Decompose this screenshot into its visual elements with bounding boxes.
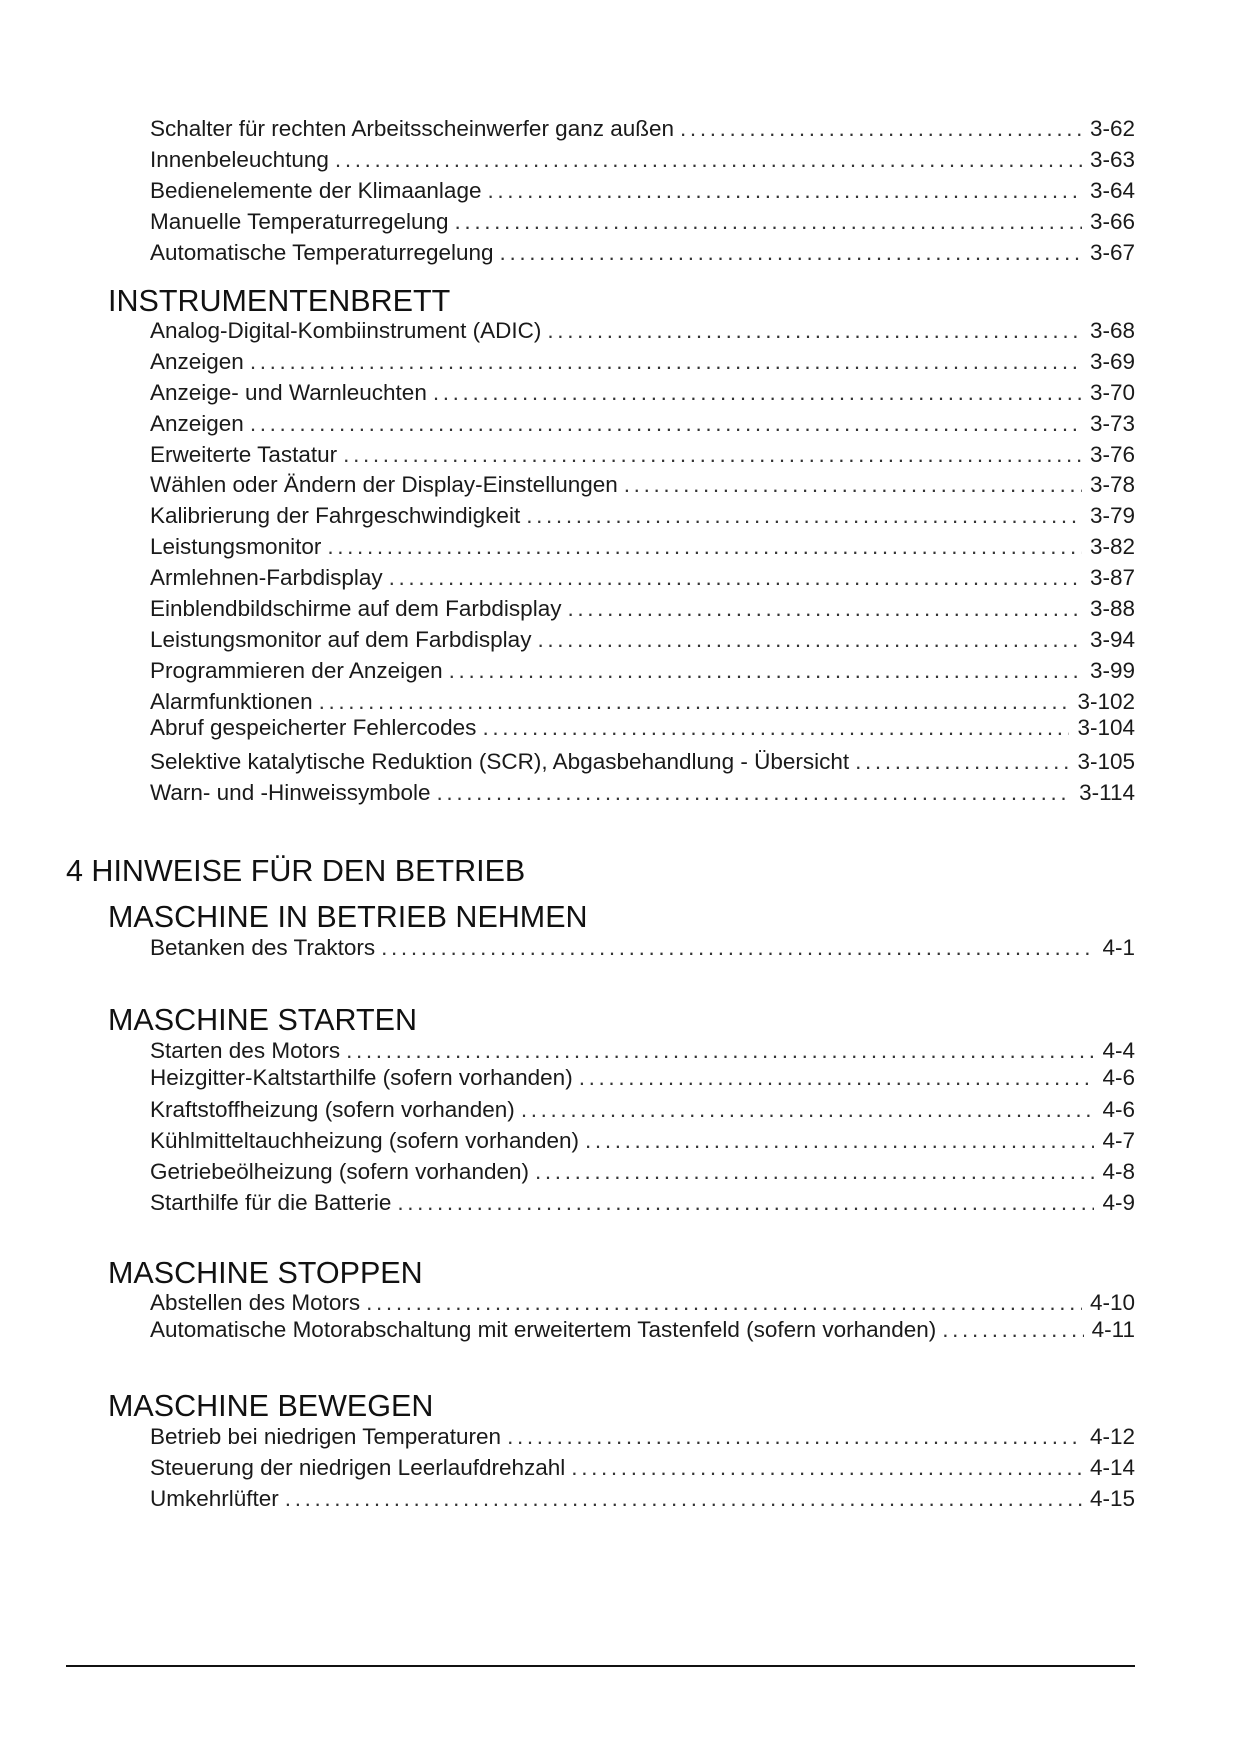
toc-entry[interactable] xyxy=(150,1159,1135,1185)
toc-entry[interactable] xyxy=(150,240,1135,266)
toc-entry-title: Alarmfunktionen xyxy=(150,689,313,714)
toc-entry-title: Armlehnen-Farbdisplay xyxy=(150,565,383,590)
dot-leader xyxy=(366,1290,1082,1316)
toc-entry-page: 3-63 xyxy=(1089,147,1135,172)
toc-entry-page: 4-6 xyxy=(1102,1097,1135,1122)
toc-entry-title: Automatische Temperaturregelung xyxy=(150,240,494,265)
toc-entry-title: Programmieren der Anzeigen xyxy=(150,658,443,683)
toc-entry[interactable] xyxy=(150,147,1135,173)
toc-entry-page: 3-73 xyxy=(1089,411,1135,436)
toc-entry[interactable] xyxy=(150,472,1135,498)
toc-entry-title: Einblendbildschirme auf dem Farbdisplay xyxy=(150,596,562,621)
toc-entry-page: 4-9 xyxy=(1102,1190,1135,1215)
dot-leader xyxy=(680,116,1082,142)
toc-entry-title: Getriebeölheizung (sofern vorhanden) xyxy=(150,1159,529,1184)
dot-leader xyxy=(285,1486,1082,1512)
dot-leader xyxy=(500,240,1082,266)
toc-entry[interactable] xyxy=(150,116,1135,142)
toc-entry-page: 4-6 xyxy=(1102,1065,1135,1090)
toc-entry-page: 3-88 xyxy=(1089,596,1135,621)
toc-entry[interactable] xyxy=(150,1128,1135,1154)
toc-entry-page: 3-78 xyxy=(1089,472,1135,497)
dot-leader xyxy=(535,1159,1094,1185)
toc-entry-title: Anzeige- und Warnleuchten xyxy=(150,380,427,405)
dot-leader xyxy=(482,715,1069,741)
toc-entry[interactable] xyxy=(150,503,1135,529)
toc-entry-title: Schalter für rechten Arbeitsscheinwerfer ganz außen xyxy=(150,116,675,141)
toc-entry-page: 4-1 xyxy=(1102,935,1135,960)
toc-entry[interactable] xyxy=(150,442,1135,468)
toc-entry-page: 4-10 xyxy=(1089,1290,1135,1315)
toc-entry-title: Betrieb bei niedrigen Temperaturen xyxy=(150,1424,502,1449)
toc-entry-page: 4-7 xyxy=(1102,1128,1135,1153)
toc-entry-title: Kühlmitteltauchheizung (sofern vorhanden) xyxy=(150,1128,580,1153)
toc-entry-page: 4-12 xyxy=(1089,1424,1135,1449)
dot-leader xyxy=(319,689,1070,715)
section-heading-in-betrieb: MASCHINE IN BETRIEB NEHMEN xyxy=(108,900,588,934)
toc-entry[interactable] xyxy=(150,1290,1135,1316)
toc-entry[interactable] xyxy=(150,1455,1135,1481)
dot-leader xyxy=(250,411,1082,437)
dot-leader xyxy=(547,318,1082,344)
toc-entry[interactable] xyxy=(150,780,1135,806)
dot-leader xyxy=(567,596,1081,622)
toc-entry-page: 3-68 xyxy=(1089,318,1135,343)
toc-entry[interactable] xyxy=(150,596,1135,622)
dot-leader xyxy=(585,1128,1094,1154)
toc-entry[interactable] xyxy=(150,178,1135,204)
dot-leader xyxy=(389,565,1082,591)
toc-entry-title: Automatische Motorabschaltung mit erweitertem Tastenfeld (sofern vorhanden) xyxy=(150,1317,937,1342)
toc-entry-title: Abruf gespeicherter Fehlercodes xyxy=(150,715,477,740)
toc-entry-page: 4-11 xyxy=(1091,1317,1135,1342)
dot-leader xyxy=(397,1190,1094,1216)
toc-entry[interactable] xyxy=(150,689,1135,715)
dot-leader xyxy=(437,780,1072,806)
toc-entry-title: Betanken des Traktors xyxy=(150,935,376,960)
toc-entry-title: Anzeigen xyxy=(150,411,244,436)
toc-entry-title: Selektive katalytische Reduktion (SCR), Abgasbehandlung - Übersicht xyxy=(150,749,850,774)
toc-entry-page: 4-8 xyxy=(1102,1159,1135,1184)
toc-entry[interactable] xyxy=(150,749,1135,775)
toc-entry-title: Wählen oder Ändern der Display-Einstellungen xyxy=(150,472,618,497)
toc-entry-page: 3-94 xyxy=(1089,627,1135,652)
toc-entry-page: 3-104 xyxy=(1077,715,1135,740)
toc-entry-title: Leistungsmonitor xyxy=(150,534,322,559)
toc-entry[interactable] xyxy=(150,715,1135,741)
section-heading-bewegen: MASCHINE BEWEGEN xyxy=(108,1389,434,1423)
toc-entry[interactable] xyxy=(150,1486,1135,1512)
toc-entry-page: 3-105 xyxy=(1077,749,1135,774)
toc-entry-page: 3-70 xyxy=(1089,380,1135,405)
toc-entry-title: Steuerung der niedrigen Leerlaufdrehzahl xyxy=(150,1455,566,1480)
toc-entry[interactable] xyxy=(150,411,1135,437)
toc-entry[interactable] xyxy=(150,935,1135,961)
dot-leader xyxy=(455,209,1082,235)
toc-entry[interactable] xyxy=(150,565,1135,591)
dot-leader xyxy=(487,178,1081,204)
toc-entry[interactable] xyxy=(150,1317,1135,1343)
dot-leader xyxy=(624,472,1082,498)
dot-leader xyxy=(526,503,1082,529)
toc-entry-title: Heizgitter-Kaltstarthilfe (sofern vorhanden) xyxy=(150,1065,573,1090)
toc-entry[interactable] xyxy=(150,658,1135,684)
toc-entry[interactable] xyxy=(150,349,1135,375)
dot-leader xyxy=(571,1455,1082,1481)
toc-entry-page: 4-14 xyxy=(1089,1455,1135,1480)
toc-entry-page: 3-102 xyxy=(1077,689,1135,714)
toc-entry-page: 3-64 xyxy=(1089,178,1135,203)
toc-entry-page: 3-114 xyxy=(1079,780,1135,805)
toc-entry-title: Bedienelemente der Klimaanlage xyxy=(150,178,482,203)
toc-entry[interactable] xyxy=(150,1065,1135,1091)
dot-leader xyxy=(537,627,1082,653)
dot-leader xyxy=(250,349,1082,375)
chapter-heading: 4 HINWEISE FÜR DEN BETRIEB xyxy=(66,854,526,888)
dot-leader xyxy=(381,935,1094,961)
toc-entry-page: 3-67 xyxy=(1089,240,1135,265)
toc-entry[interactable] xyxy=(150,1097,1135,1123)
dot-leader xyxy=(335,147,1082,173)
toc-entry[interactable] xyxy=(150,1190,1135,1216)
toc-entry-title: Kraftstoffheizung (sofern vorhanden) xyxy=(150,1097,515,1122)
toc-entry-page: 3-79 xyxy=(1089,503,1135,528)
toc-entry-title: Erweiterte Tastatur xyxy=(150,442,338,467)
toc-entry-page: 3-76 xyxy=(1089,442,1135,467)
toc-entry-title: Kalibrierung der Fahrgeschwindigkeit xyxy=(150,503,521,528)
dot-leader xyxy=(433,380,1082,406)
toc-entry-title: Manuelle Temperaturregelung xyxy=(150,209,449,234)
footer-divider xyxy=(66,1665,1135,1667)
toc-entry[interactable] xyxy=(150,318,1135,344)
dot-leader xyxy=(521,1097,1095,1123)
toc-entry-title: Innenbeleuchtung xyxy=(150,147,329,172)
toc-entry-page: 3-62 xyxy=(1089,116,1135,141)
toc-entry-page: 3-87 xyxy=(1089,565,1135,590)
toc-entry-title: Leistungsmonitor auf dem Farbdisplay xyxy=(150,627,532,652)
dot-leader xyxy=(343,442,1082,468)
toc-entry-title: Warn- und -Hinweissymbole xyxy=(150,780,431,805)
toc-entry-page: 3-66 xyxy=(1089,209,1135,234)
toc-entry-title: Anzeigen xyxy=(150,349,244,374)
toc-entry-title: Umkehrlüfter xyxy=(150,1486,279,1511)
dot-leader xyxy=(327,534,1082,560)
dot-leader xyxy=(507,1424,1082,1450)
toc-entry[interactable] xyxy=(150,1038,1135,1064)
section-heading-starten: MASCHINE STARTEN xyxy=(108,1003,417,1037)
toc-entry-title: Starten des Motors xyxy=(150,1038,341,1063)
toc-entry[interactable] xyxy=(150,209,1135,235)
toc-entry[interactable] xyxy=(150,627,1135,653)
section-heading-stoppen: MASCHINE STOPPEN xyxy=(108,1256,423,1290)
toc-entry-title: Starthilfe für die Batterie xyxy=(150,1190,392,1215)
toc-entry-page: 3-69 xyxy=(1089,349,1135,374)
dot-leader xyxy=(942,1317,1083,1343)
toc-entry-page: 3-82 xyxy=(1089,534,1135,559)
toc-entry-title: Analog-Digital-Kombiinstrument (ADIC) xyxy=(150,318,542,343)
toc-entry[interactable] xyxy=(150,534,1135,560)
dot-leader xyxy=(449,658,1082,684)
dot-leader xyxy=(855,749,1069,775)
toc-entry-page: 4-15 xyxy=(1089,1486,1135,1511)
toc-entry[interactable] xyxy=(150,380,1135,406)
toc-entry[interactable] xyxy=(150,1424,1135,1450)
toc-entry-title: Abstellen des Motors xyxy=(150,1290,361,1315)
toc-entry-page: 3-99 xyxy=(1089,658,1135,683)
dot-leader xyxy=(579,1065,1095,1091)
dot-leader xyxy=(346,1038,1094,1064)
section-heading-instrumentenbrett: INSTRUMENTENBRETT xyxy=(108,284,451,318)
toc-entry-page: 4-4 xyxy=(1102,1038,1135,1063)
